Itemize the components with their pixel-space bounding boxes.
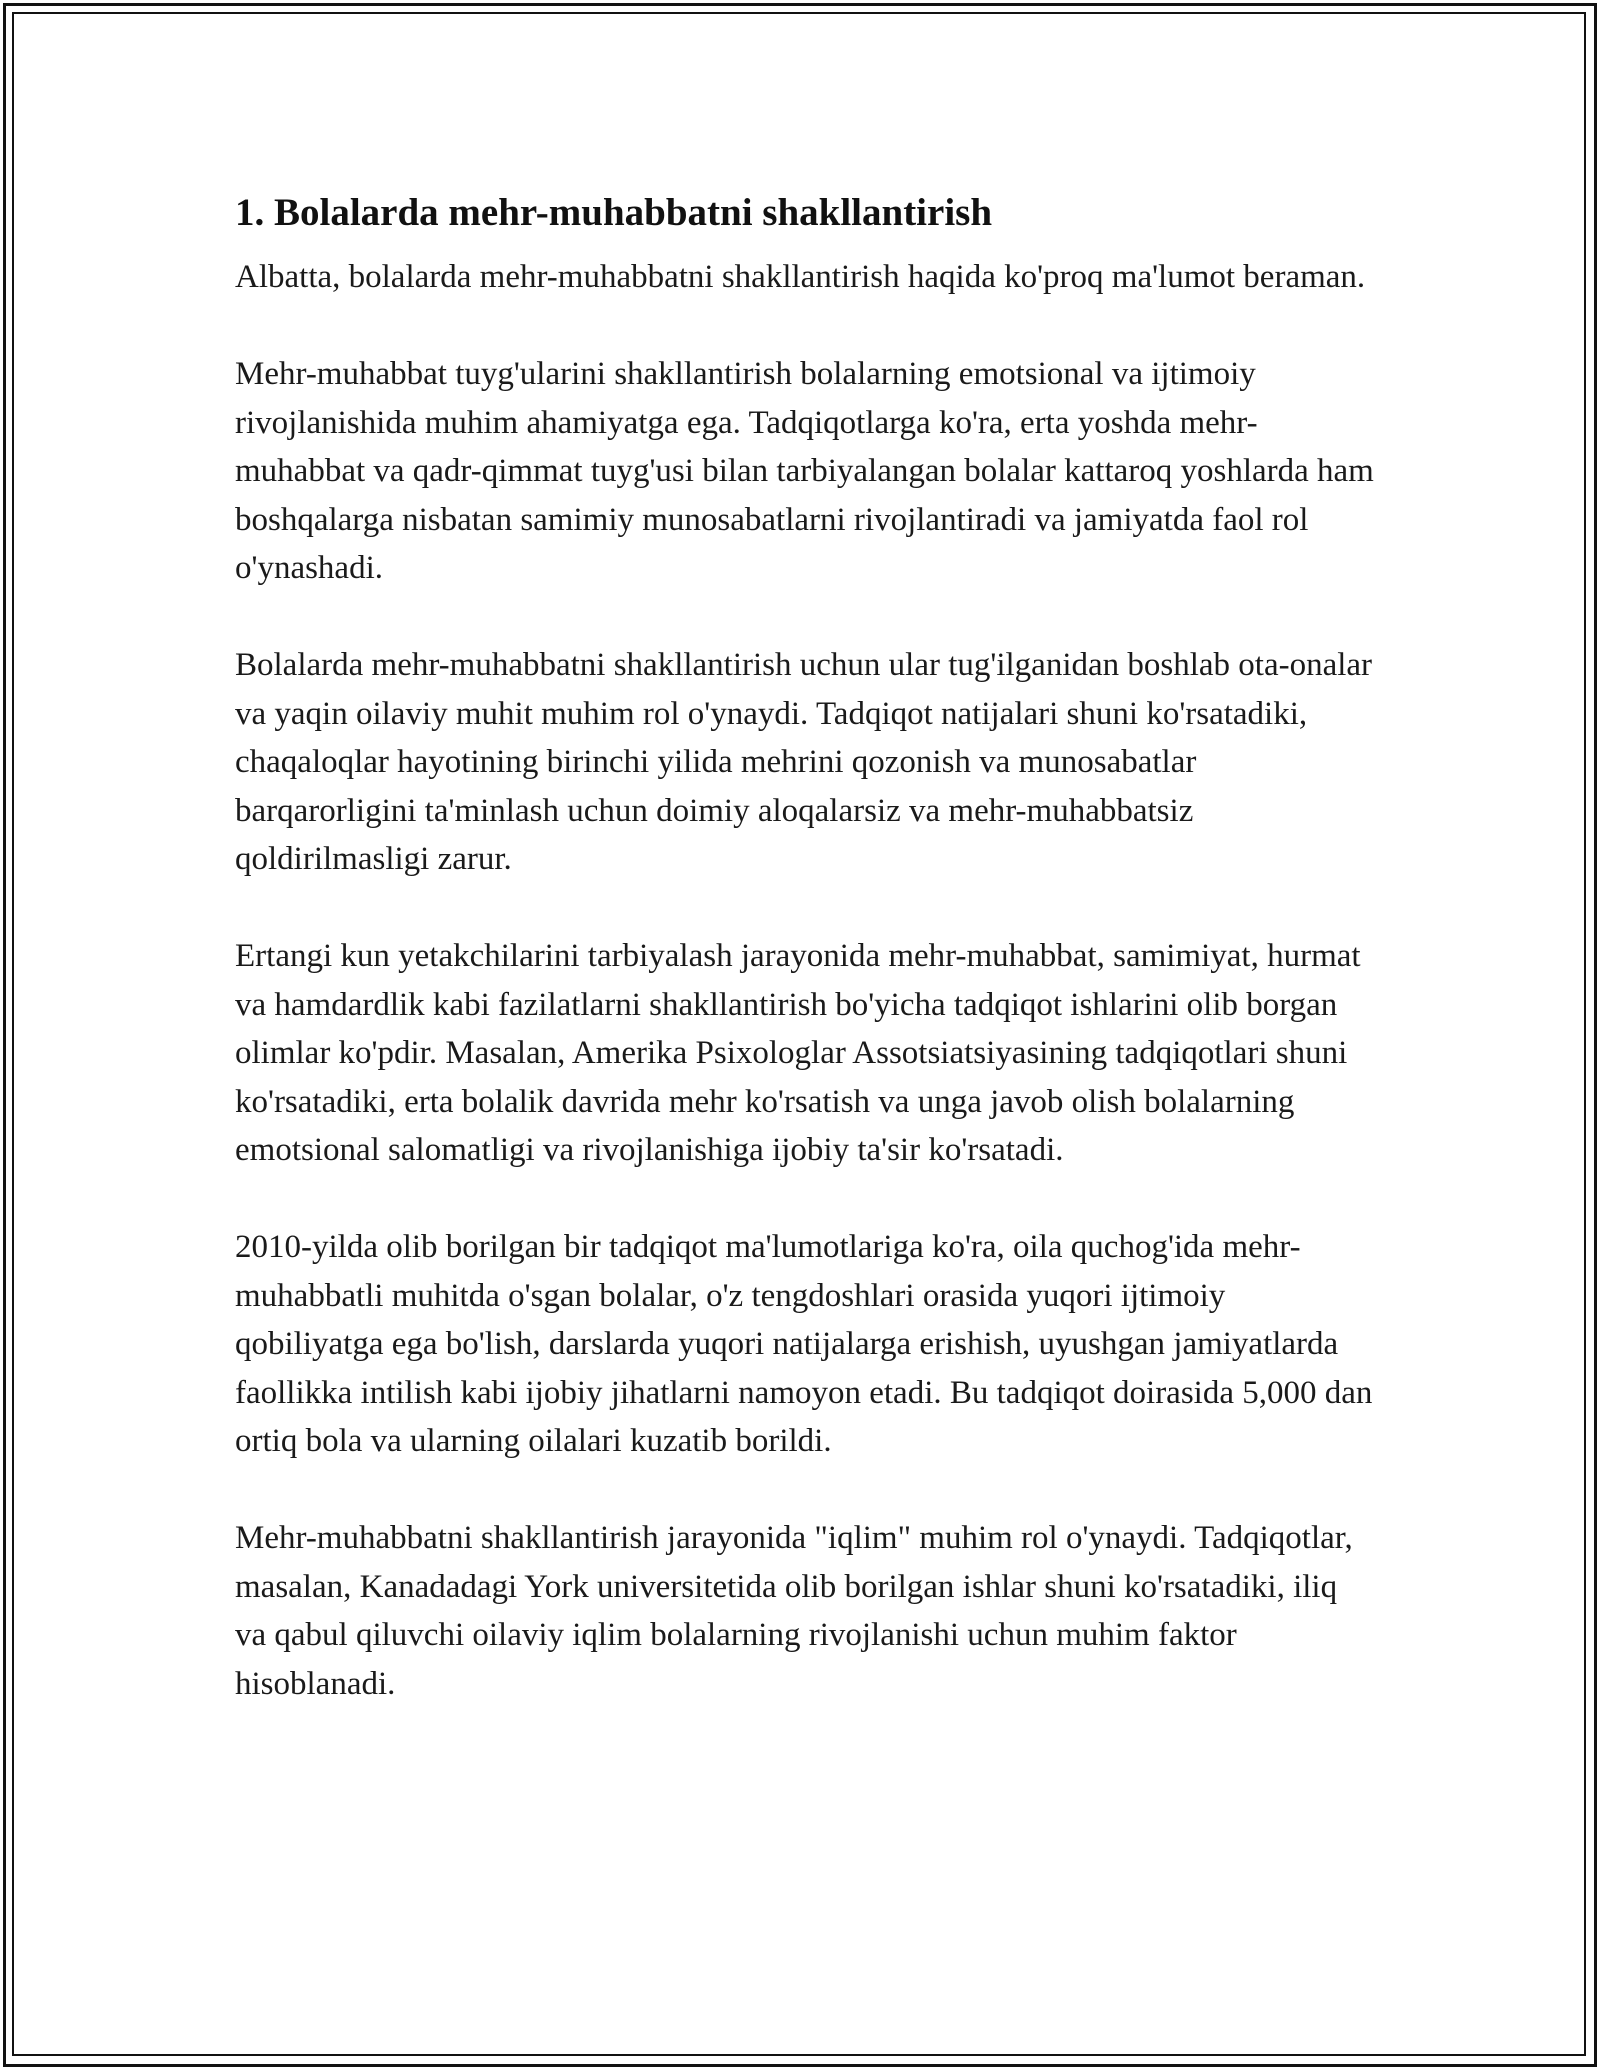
document-body [235,185,1375,1757]
paragraph-family-environment: Bolalarda mehr-muhabbatni shakllantirish uchun ular tug'ilganidan boshlab ota-onalar va yaqin oilaviy muhit muhim rol o'ynaydi. Tadqiqot natijalari shuni ko'rsatadiki, chaqaloqlar hayotining birinchi yilida mehrini qozonish va munosabatlar barqarorligini ta'minlash uchun doimiy aloqalarsiz va mehr-muhabbatsiz qoldirilmasligi zarur. [235,647,1373,877]
paragraph-2010-study: 2010-yilda olib borilgan bir tadqiqot ma'lumotlariga ko'ra, oila quchog'ida mehr-muhabbatli muhitda o'sgan bolalar, o'z tengdoshlari orasida yuqori ijtimoiy qobiliyatga ega bo'lish, darslarda yuqori natijalarga erishish, uyushgan jamiyatlarda faollikka intilish kabi ijobiy jihatlarni namoyon etadi. Bu tadqiqot doirasida 5,000 dan ortiq bola va ularning oilalari kuzatib borildi. [235,1229,1373,1459]
paragraph-research-scientists: Ertangi kun yetakchilarini tarbiyalash jarayonida mehr-muhabbat, samimiyat, hurmat va hamdardlik kabi fazilatlarni shakllantirish bo'yicha tadqiqot ishlarini olib borgan olimlar ko'pdir. Masalan, Amerika Psixologlar Assotsiatsiyasining tadqiqotlari shuni ko'rsatadiki, erta bolalik davrida mehr ko'rsatish va unga javob olish bolalarning emotsional salomatligi va rivojlanishiga ijobiy ta'sir ko'rsatadi. [235,938,1361,1168]
paragraph-climate: Mehr-muhabbatni shakllantirish jarayonida "iqlim" muhim rol o'ynaydi. Tadqiqotlar, masalan, Kanadadagi York universitetida olib borilgan ishlar shuni ko'rsatadiki, iliq va qabul qiluvchi oilaviy iqlim bolalarning rivojlanishi uchun muhim faktor hisoblanadi. [235,1520,1353,1702]
paragraph-intro: Albatta, bolalarda mehr-muhabbatni shakllantirish haqida ko'proq ma'lumot beraman. [235,259,1366,295]
document-title: 1. Bolalarda mehr-muhabbatni shakllantirish [235,191,993,234]
paragraph-emotional-development: Mehr-muhabbat tuyg'ularini shakllantirish bolalarning emotsional va ijtimoiy rivojlanishida muhim ahamiyatga ega. Tadqiqotlarga ko'ra, erta yoshda mehr-muhabbat va qadr-qimmat tuyg'usi bilan tarbiyalangan bolalar kattaroq yoshlarda ham boshqalarga nisbatan samimiy munosabatlarni rivojlantiradi va jamiyatda faol rol o'ynashadi. [235,356,1374,586]
